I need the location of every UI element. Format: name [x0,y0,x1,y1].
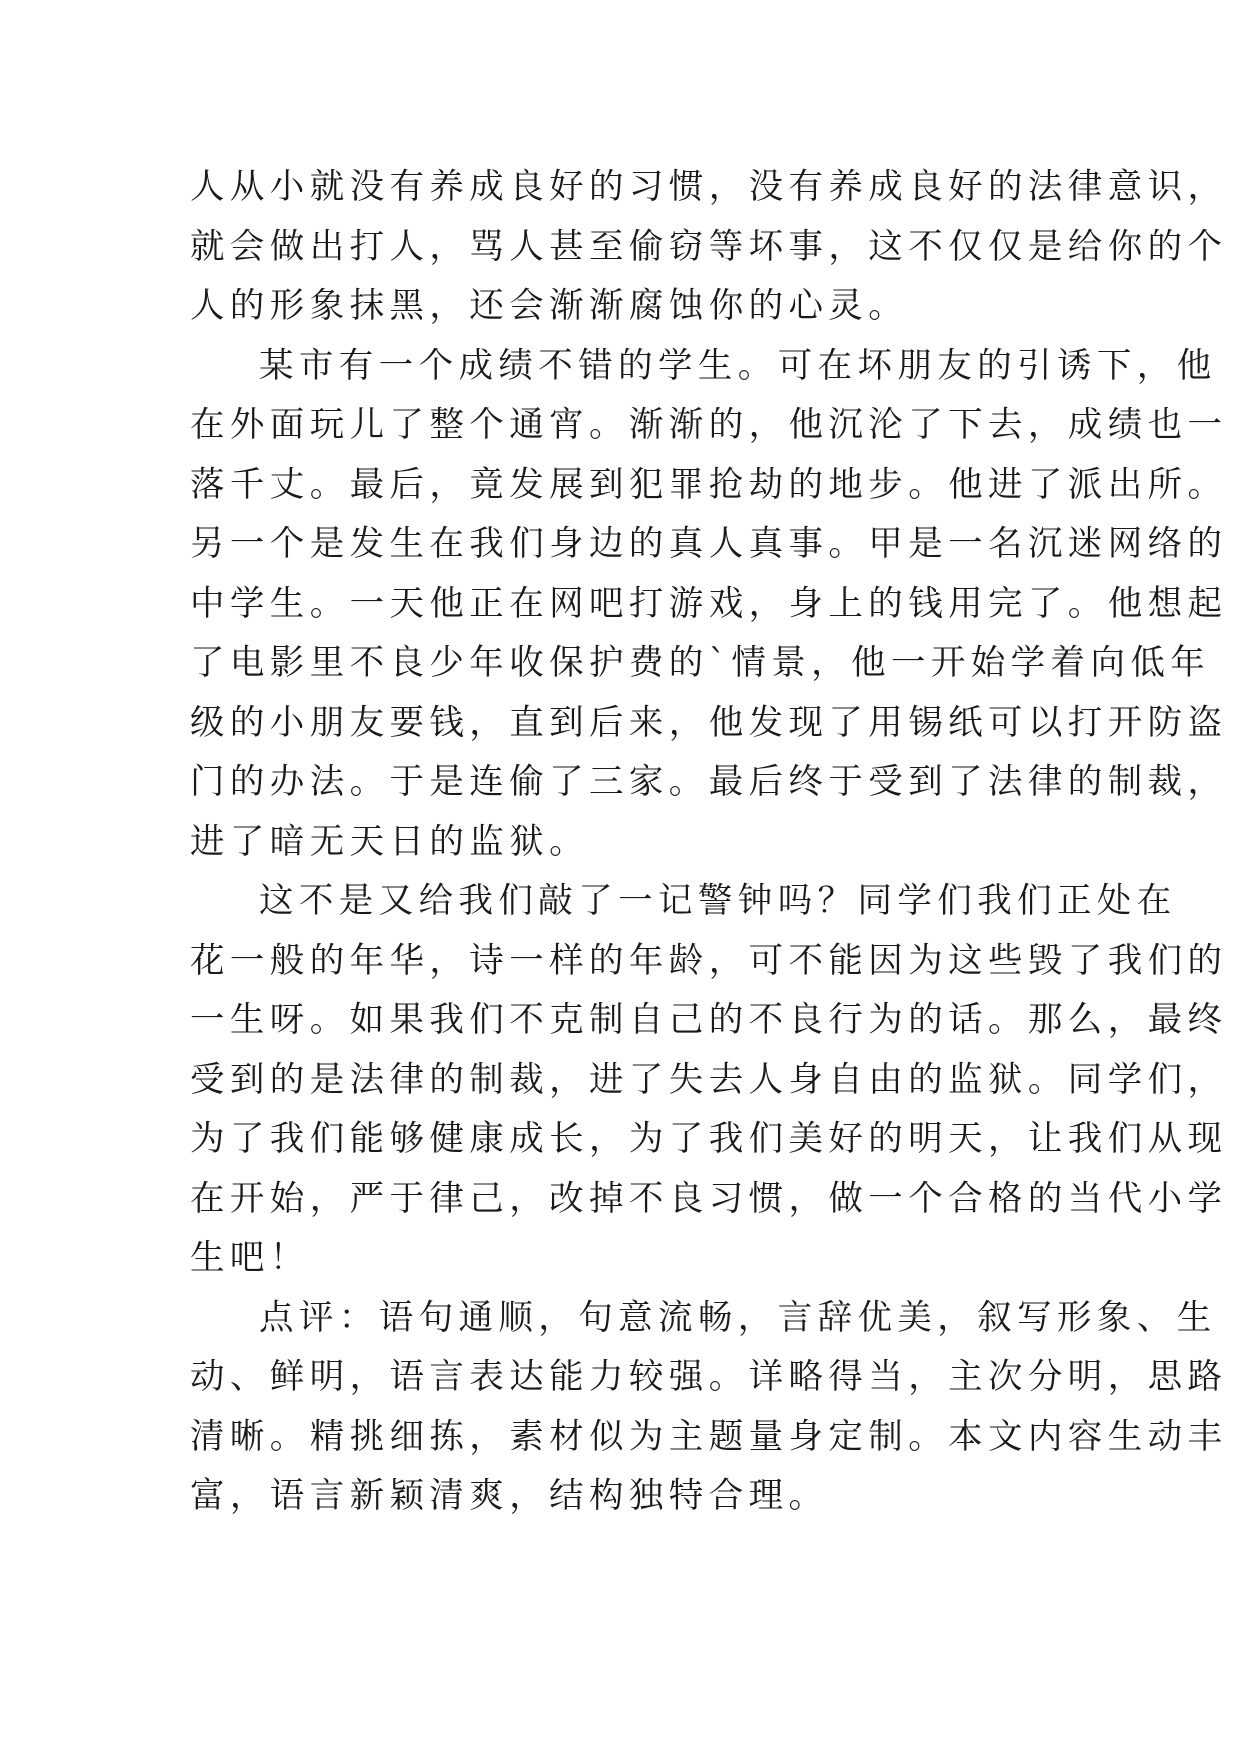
text-line: 动、鲜明，语言表达能力较强。详略得当，主次分明，思路 [190,1357,1228,1397]
text-line: 级的小朋友要钱，直到后来，他发现了用锡纸可以打开防盗 [190,702,1228,743]
text-line: 门的办法。于是连偷了三家。最后终于受到了法律的制裁， [190,762,1228,802]
paragraph-3 [190,872,1228,1289]
text-line: 另一个是发生在我们身边的真人真事。甲是一名沉迷网络的 [190,524,1228,564]
text-line: 点评：语句通顺，句意流畅，言辞优美，叙写形象、生 [259,1297,1217,1338]
text-line: 花一般的年华，诗一样的年龄，可不能因为这些毁了我们的 [190,940,1228,981]
text-line: 清晰。精挑细拣，素材似为主题量身定制。本文内容生动丰 [190,1416,1228,1457]
text-line: 落千丈。最后，竟发展到犯罪抢劫的地步。他进了派出所。 [190,464,1228,505]
paragraph-2 [190,337,1228,873]
text-line: 某市有一个成绩不错的学生。可在坏朋友的引诱下，他 [259,345,1217,386]
paragraph-1 [190,158,1228,337]
text-line: 受到的是法律的制裁，进了失去人身自由的监狱。同学们， [190,1059,1228,1100]
text-line: 人从小就没有养成良好的习惯，没有养成良好的法律意识， [190,167,1228,207]
text-line: 进了暗无天日的监狱。 [190,821,589,862]
text-line: 这不是又给我们敲了一记警钟吗？同学们我们正处在 [259,881,1177,921]
text-line: 人的形象抹黑，还会渐渐腐蚀你的心灵。 [190,286,909,326]
text-line: 在开始，严于律己，改掉不良习惯，做一个合格的当代小学 [190,1178,1228,1219]
text-line: 就会做出打人，骂人甚至偷窃等坏事，这不仅仅是给你的个 [190,226,1228,267]
text-line: 了电影里不良少年收保护费的`情景，他一开始学着向低年 [190,643,1211,683]
text-line: 富，语言新颖清爽，结构独特合理。 [190,1476,829,1516]
text-line: 为了我们能够健康成长，为了我们美好的明天，让我们从现 [190,1119,1228,1159]
text-line: 在外面玩儿了整个通宵。渐渐的，他沉沦了下去，成绩也一 [190,405,1228,445]
essay-body [190,158,1228,1527]
paragraph-4 [190,1289,1228,1527]
text-line: 生吧！ [190,1238,310,1278]
text-line: 一生呀。如果我们不克制自己的不良行为的话。那么，最终 [190,1000,1228,1040]
text-line: 中学生。一天他正在网吧打游戏，身上的钱用完了。他想起 [190,583,1228,624]
